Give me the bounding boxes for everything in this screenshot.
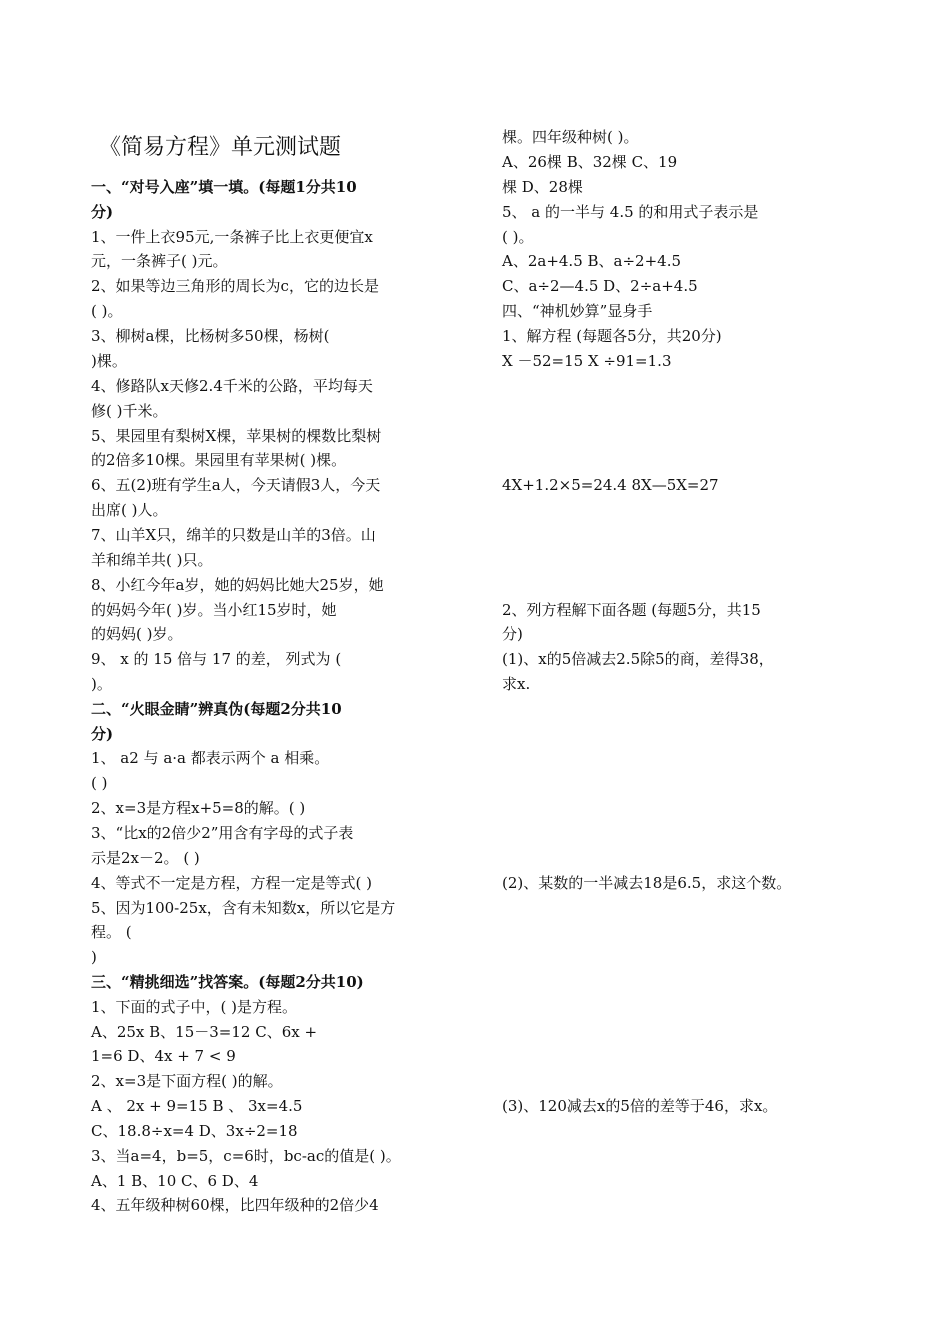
text-line: 5、因为100-25x，含有未知数x，所以它是方 xyxy=(91,899,396,917)
text-line: 4、等式不一定是方程，方程一定是等式( ) xyxy=(91,874,373,892)
text-line: 出席( )人。 xyxy=(91,501,168,519)
text-line: )棵。 xyxy=(91,352,127,370)
text-line: 程。 ( xyxy=(91,923,132,941)
text-line: 的妈妈今年( )岁。当小红15岁时，她 xyxy=(91,601,337,619)
section-1-heading: 一、“对号入座”填一填。(每题1分共10 xyxy=(91,178,357,196)
text-line: 1、解方程 (每题各5分，共20分) xyxy=(502,327,722,345)
text-line: 1=6 D、4x + 7 < 9 xyxy=(91,1047,236,1065)
text-line: 棵。四年级种树( )。 xyxy=(502,128,639,146)
text-line: 分) xyxy=(502,625,523,643)
text-line: A 、 2x + 9=15 B 、 3x=4.5 xyxy=(91,1097,303,1115)
text-line: 棵 D、28棵 xyxy=(502,178,583,196)
page-title: 《简易方程》单元测试题 xyxy=(99,135,342,160)
text-line: 4、修路队x天修2.4千米的公路，平均每天 xyxy=(91,377,373,395)
text-line: 3、“比x的2倍少2”用含有字母的式子表 xyxy=(91,824,354,842)
text-line: C、a÷2—4.5 D、2÷a+4.5 xyxy=(502,277,698,295)
text-line: 2、x=3是方程x+5=8的解。( ) xyxy=(91,799,306,817)
text-line: 3、柳树a棵，比杨树多50棵，杨树( xyxy=(91,327,330,345)
text-line: ( ) xyxy=(91,774,108,792)
text-line: 的2倍多10棵。果园里有苹果树( )棵。 xyxy=(91,451,347,469)
section-2-heading: 二、“火眼金睛”辨真伪(每题2分共10 xyxy=(91,700,342,718)
text-line: (1)、x的5倍减去2.5除5的商，差得38， xyxy=(502,650,774,668)
text-line: 5、 a 的一半与 4.5 的和用式子表示是 xyxy=(502,203,759,221)
section-2-heading-cont: 分) xyxy=(91,725,114,743)
text-line: 2、如果等边三角形的周长为c，它的边长是 xyxy=(91,277,379,295)
text-line: 求x. xyxy=(502,675,531,693)
text-line: A、26棵 B、32棵 C、19 xyxy=(502,153,678,171)
text-line: 修( )千米。 xyxy=(91,402,168,420)
text-line: (3)、120减去x的5倍的差等于46，求x。 xyxy=(502,1097,778,1115)
text-line: 5、果园里有梨树X棵，苹果树的棵数比梨树 xyxy=(91,427,382,445)
text-line: 的妈妈( )岁。 xyxy=(91,625,183,643)
text-line: 2、列方程解下面各题 (每题5分，共15 xyxy=(502,601,761,619)
text-line: 元，一条裤子( )元。 xyxy=(91,252,228,270)
text-line: 6、五(2)班有学生a人，今天请假3人，今天 xyxy=(91,476,381,494)
equation-line: 4X+1.2×5=24.4 8X—5X=27 xyxy=(502,476,719,494)
text-line: 1、下面的式子中，( )是方程。 xyxy=(91,998,298,1016)
text-line: 7、山羊X只，绵羊的只数是山羊的3倍。山 xyxy=(91,526,376,544)
text-line: ( )。 xyxy=(91,302,123,320)
text-line: 4、五年级种树60棵，比四年级种的2倍少4 xyxy=(91,1196,379,1214)
text-line: )。 xyxy=(91,675,112,693)
text-line: A、2a+4.5 B、a÷2+4.5 xyxy=(502,252,682,270)
text-line: 9、 x 的 15 倍与 17 的差， 列式为 ( xyxy=(91,650,342,668)
text-line: C、18.8÷x=4 D、3x÷2=18 xyxy=(91,1122,298,1140)
text-line: (2)、某数的一半减去18是6.5，求这个数。 xyxy=(502,874,792,892)
text-line: ) xyxy=(91,948,97,966)
text-line: 1、一件上衣95元,一条裤子比上衣更便宜x xyxy=(91,228,373,246)
text-line: 8、小红今年a岁，她的妈妈比她大25岁，她 xyxy=(91,576,384,594)
text-line: 羊和绵羊共( )只。 xyxy=(91,551,213,569)
text-line: 示是2x－2。 ( ) xyxy=(91,849,200,867)
section-1-heading-cont: 分) xyxy=(91,203,114,221)
text-line: 3、当a=4，b=5，c=6时，bc-ac的值是( )。 xyxy=(91,1147,401,1165)
section-3-heading: 三、“精挑细选”找答案。(每题2分共10) xyxy=(91,973,364,991)
text-line: 1、 a2 与 a·a 都表示两个 a 相乘。 xyxy=(91,749,330,767)
text-line: A、1 B、10 C、6 D、4 xyxy=(91,1172,259,1190)
text-line: 2、x=3是下面方程( )的解。 xyxy=(91,1072,283,1090)
equation-line: X －52=15 X ÷91=1.3 xyxy=(502,352,672,370)
text-line: ( )。 xyxy=(502,228,534,246)
text-line: A、25x B、15－3=12 C、6x + xyxy=(91,1023,318,1041)
section-4-heading: 四、“神机妙算”显身手 xyxy=(502,302,653,320)
